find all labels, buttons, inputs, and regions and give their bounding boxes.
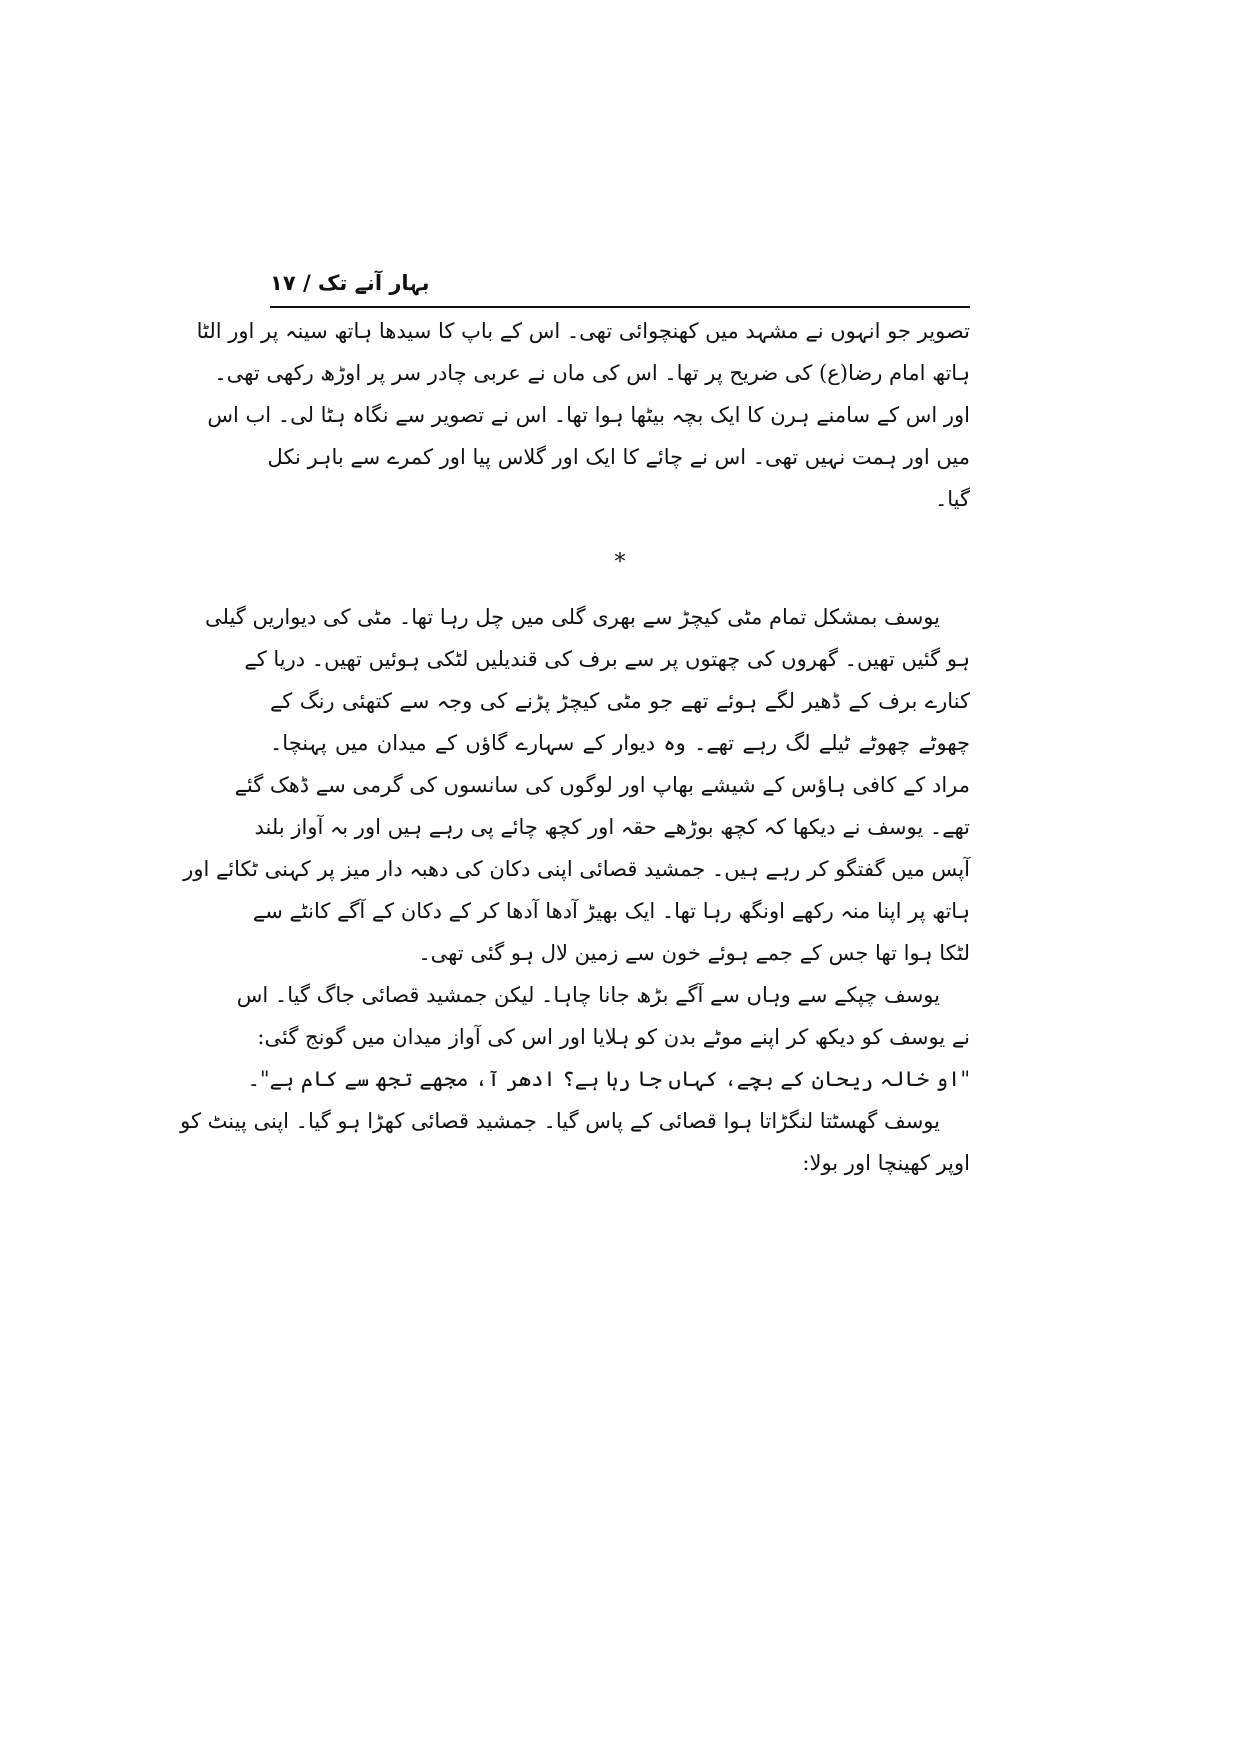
text-line: نے یوسف کو دیکھ کر اپنے موٹے بدن کو ہلایا اور اس کی آواز میدان میں گونج گئی: (257, 1025, 970, 1049)
text-line: گیا۔ (934, 487, 970, 511)
dialogue-quote: "او خالہ ریحان کے بچے، کہاں جا رہا ہے؟ ادھر آ، مجھے تجھ سے کام ہے"۔ (247, 1067, 970, 1091)
text-line: مراد کے کافی ہاؤس کے شیشے بھاپ اور لوگوں کی سانسوں کی گرمی سے ڈھک گئے (234, 773, 970, 797)
text-line: میں اور ہمت نہیں تھی۔ اس نے چائے کا ایک اور گلاس پیا اور کمرے سے باہر نکل (267, 445, 970, 469)
text-line: ہاتھ امام رضا(ع) کی ضریح پر تھا۔ اس کی ماں نے عربی چادر سر پر اوڑھ رکھی تھی۔ (214, 361, 970, 385)
running-header: بہار آنے تک / ۱۷ (270, 271, 430, 295)
text-line: آپس میں گفتگو کر رہے ہیں۔ جمشید قصائی اپنی دکان کی دھبہ دار میز پر کہنی ٹکائے اور (183, 857, 970, 881)
text-line: تھے۔ یوسف نے دیکھا کہ کچھ بوڑھے حقہ اور کچھ چائے پی رہے ہیں اور بہ آواز بلند (254, 815, 970, 839)
text-line: اوپر کھینچا اور بولا: (802, 1151, 970, 1175)
paragraph-1 (196, 310, 970, 520)
section-separator: * (614, 550, 626, 575)
text-line: چھوٹے چھوٹے ٹیلے لگ رہے تھے۔ وہ دیوار کے سہارے گاؤں کے میدان میں پہنچا۔ (270, 731, 970, 755)
text-line: یوسف گھسٹتا لنگڑاتا ہوا قصائی کے پاس گیا۔ جمشید قصائی کھڑا ہو گیا۔ اپنی پینٹ کو (180, 1109, 940, 1133)
text-line: اور اس کے سامنے ہرن کا ایک بچہ بیٹھا ہوا تھا۔ اس نے تصویر سے نگاہ ہٹا لی۔ اب اس (207, 403, 970, 427)
text-line: کنارے برف کے ڈھیر لگے ہوئے تھے جو مٹی کیچڑ پڑنے کی وجہ سے کتھئی رنگ کے (270, 689, 970, 713)
text-line: ہاتھ پر اپنا منہ رکھے اونگھ رہا تھا۔ ایک بھیڑ آدھا آدھا کر کے دکان کے آگے کانٹے سے (252, 899, 970, 923)
text-line: یوسف چپکے سے وہاں سے آگے بڑھ جانا چاہا۔ لیکن جمشید قصائی جاگ گیا۔ اس (236, 983, 940, 1007)
text-line: یوسف بمشکل تمام مٹی کیچڑ سے بھری گلی میں چل رہا تھا۔ مٹی کی دیواریں گیلی (205, 605, 940, 629)
text-line: ہو گئیں تھیں۔ گھروں کی چھتوں پر سے برف کی قندیلیں لٹکی ہوئیں تھیں۔ دریا کے (244, 647, 970, 671)
text-line: لٹکا ہوا تھا جس کے جمے ہوئے خون سے زمین لال ہو گئی تھی۔ (418, 941, 970, 965)
body-text (180, 596, 970, 1184)
text-line: تصویر جو انہوں نے مشہد میں کھنچوائی تھی۔ اس کے باپ کا سیدھا ہاتھ سینہ پر اور الٹا (196, 319, 970, 343)
header-rule (270, 306, 970, 308)
